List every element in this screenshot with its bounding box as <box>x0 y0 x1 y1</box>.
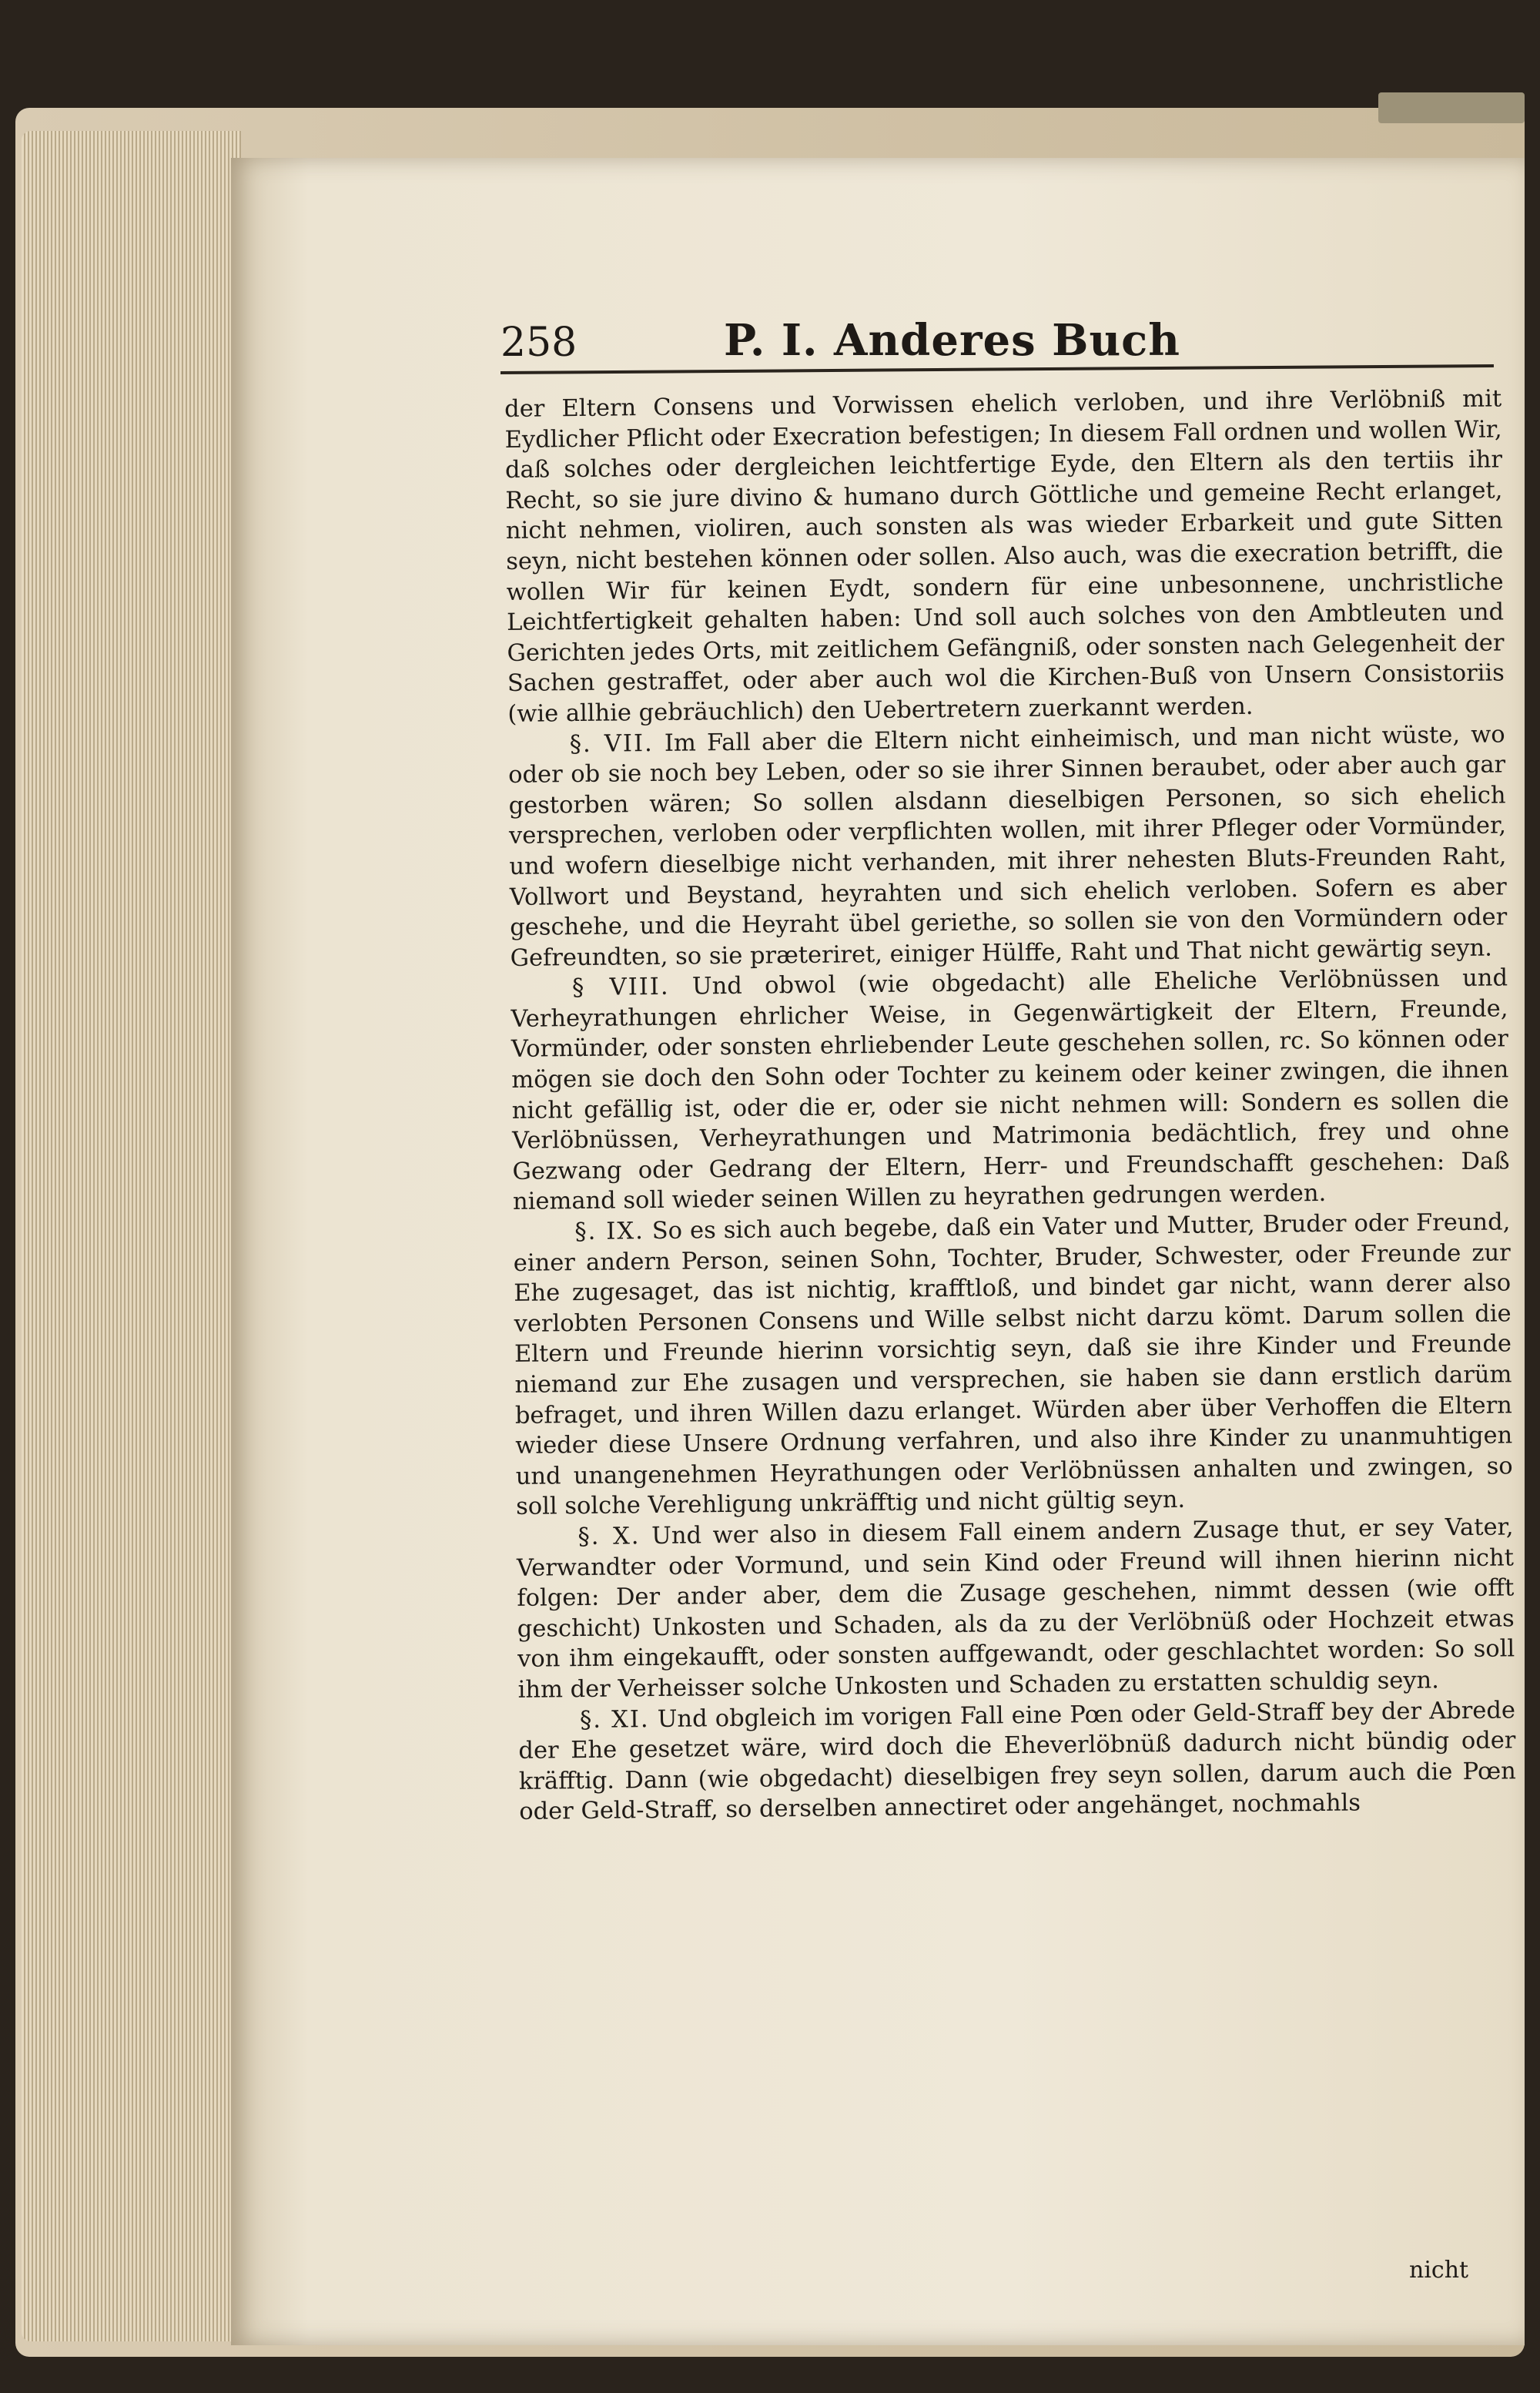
paragraph <box>518 1695 1517 1828</box>
page-number: 258 <box>500 320 578 366</box>
paragraph <box>513 1207 1513 1522</box>
page-edges <box>22 131 241 2341</box>
paragraph <box>511 964 1510 1218</box>
running-title: P. I. Anderes Buch <box>724 315 1180 366</box>
paragraph-text: Und obwol (wie obgedacht) alle Eheliche Verlöbnüssen und Verheyrathungen ehrlicher Weise, in Gegenwärtigkeit der Eltern, Freunde, Vormünder, oder sonsten ehrliebender Leute geschehen sollen, rc. So können oder mögen sie doch den Sohn oder Tochter zu keinem oder keiner zwingen, die ihnen nicht gefällig ist, oder die er, oder sie nicht nehmen will: Sondern es sollen die Verlöbnüssen, Verheyrathungen und Matrimonia bedächtlich, frey und ohne Gezwang oder Gedrang der Eltern, Herr- und Freundschafft geschehen: Daß niemand soll wieder seinen Willen zu heyrathen gedrungen werden. <box>511 964 1510 1216</box>
paragraph <box>508 719 1508 974</box>
section-number: §. IX. <box>574 1218 644 1246</box>
paragraph-text: Und obgleich im vorigen Fall eine Pœn oder Geld-Straff bey der Abrede der Ehe gesetzet wäre, wird doch die Eheverlöbnüß dadurch nicht bündig oder kräfftig. Dann (wie obgedacht) dieselbigen frey seyn sollen, darum auch die Pœn oder Geld-Straff, so derselben annectiret oder angehänget, nochmahls <box>518 1696 1516 1826</box>
page-header <box>500 304 1502 366</box>
section-number: § VIII. <box>571 974 670 1002</box>
paragraph-text: Und wer also in diesem Fall einem andern Zusage thut, er sey Vater, Verwandter oder Vormund, und sein Kind oder Freund will ihnen hierinn nicht folgen: Der ander aber, dem die Zusage geschehen, nimmt dessen (wie offt geschicht) Unkosten und Schaden, als da zu der Verlöbnüß oder Hochzeit etwas von ihm eingekaufft, oder sonsten auffgewandt, oder geschlachtet worden: So soll ihm der Verheisser solche Unkosten und Schaden zu erstatten schuldig seyn. <box>516 1513 1515 1704</box>
paragraph-text: Im Fall aber die Eltern nicht einheimisch, und man nicht wüste, wo oder ob sie noch bey Leben, oder so sie ihrer Sinnen beraubet, oder aber auch gar gestorben wären; So sollen alsdann dieselbigen Personen, so sich ehelich versprechen, verloben oder verpflichten wollen, mit ihrer Pfleger oder Vormünder, und wofern dieselbige nicht verhanden, mit ihrer nehesten Bluts-Freunden Raht, Vollwort und Beystand, heyrahten und sich ehelich verloben. Sofern es aber geschehe, und die Heyraht übel geriethe, so sollen sie von den Vormündern oder Gefreundten, so sie præteriret, einiger Hülffe, Raht und That nicht gewärtig seyn. <box>507 720 1508 972</box>
body-text <box>504 384 1516 1827</box>
section-number: §. XI. <box>579 1705 650 1734</box>
section-number: §. VII. <box>569 729 654 758</box>
book-clasp <box>1378 92 1525 123</box>
section-number: §. X. <box>578 1523 641 1551</box>
catchword: nicht <box>1409 2257 1469 2284</box>
paragraph <box>504 384 1505 729</box>
paragraph-text: der Eltern Consens und Vorwissen ehelich verloben, und ihre Verlöbniß mit Eydlicher Pflicht oder Execration befestigen; In diesem Fall ordnen und wollen Wir, daß solches oder dergleichen leichtfertige Eyde, den Eltern als den tertiis ihr Recht, so sie jure divino & humano durch Göttliche und gemeine Recht erlanget, nicht nehmen, violiren, auch sonsten als was wieder Erbarkeit und gute Sitten seyn, nicht bestehen können oder sollen. Also auch, was die execration betrifft, die wollen Wir für keinen Eydt, sondern für eine unbesonnene, unchristliche Leichtfertigkeit gehalten haben: Und soll auch solches von den Ambtleuten und Gerichten jedes Orts, mit zeitlichem Gefängniß, oder sonsten nach Gelegenheit der Sachen gestraffet, oder aber auch wol die Kirchen-Buß von Unsern Consistoriis (wie allhie gebräuchlich) den Uebertretern zuerkannt werden. <box>504 385 1505 728</box>
paragraph-text: So es sich auch begebe, daß ein Vater und Mutter, Bruder oder Freund, einer andern Person, seinen Sohn, Tochter, Bruder, Schwester, oder Freunde zur Ehe zugesaget, das ist nichtig, krafftloß, und bindet gar nicht, wann derer also verlobten Personen Consens und Wille selbst nicht darzu kömt. Darum sollen die Eltern und Freunde hierinn vorsichtig seyn, daß sie ihre Kinder und Freunde niemand zur Ehe zusagen und versprechen, sie haben sie dann erstlich darüm befraget, und ihren Willen dazu erlanget. Würden aber über Verhoffen die Eltern wieder diese Unsere Ordnung verfahren, und also ihre Kinder zu unanmuhtigen und unangenehmen Heyrathungen oder Verlöbnüssen anhalten und zwingen, so soll solche Verehligung unkräfftig und nicht gültig seyn. <box>513 1208 1513 1521</box>
paragraph <box>516 1512 1515 1705</box>
